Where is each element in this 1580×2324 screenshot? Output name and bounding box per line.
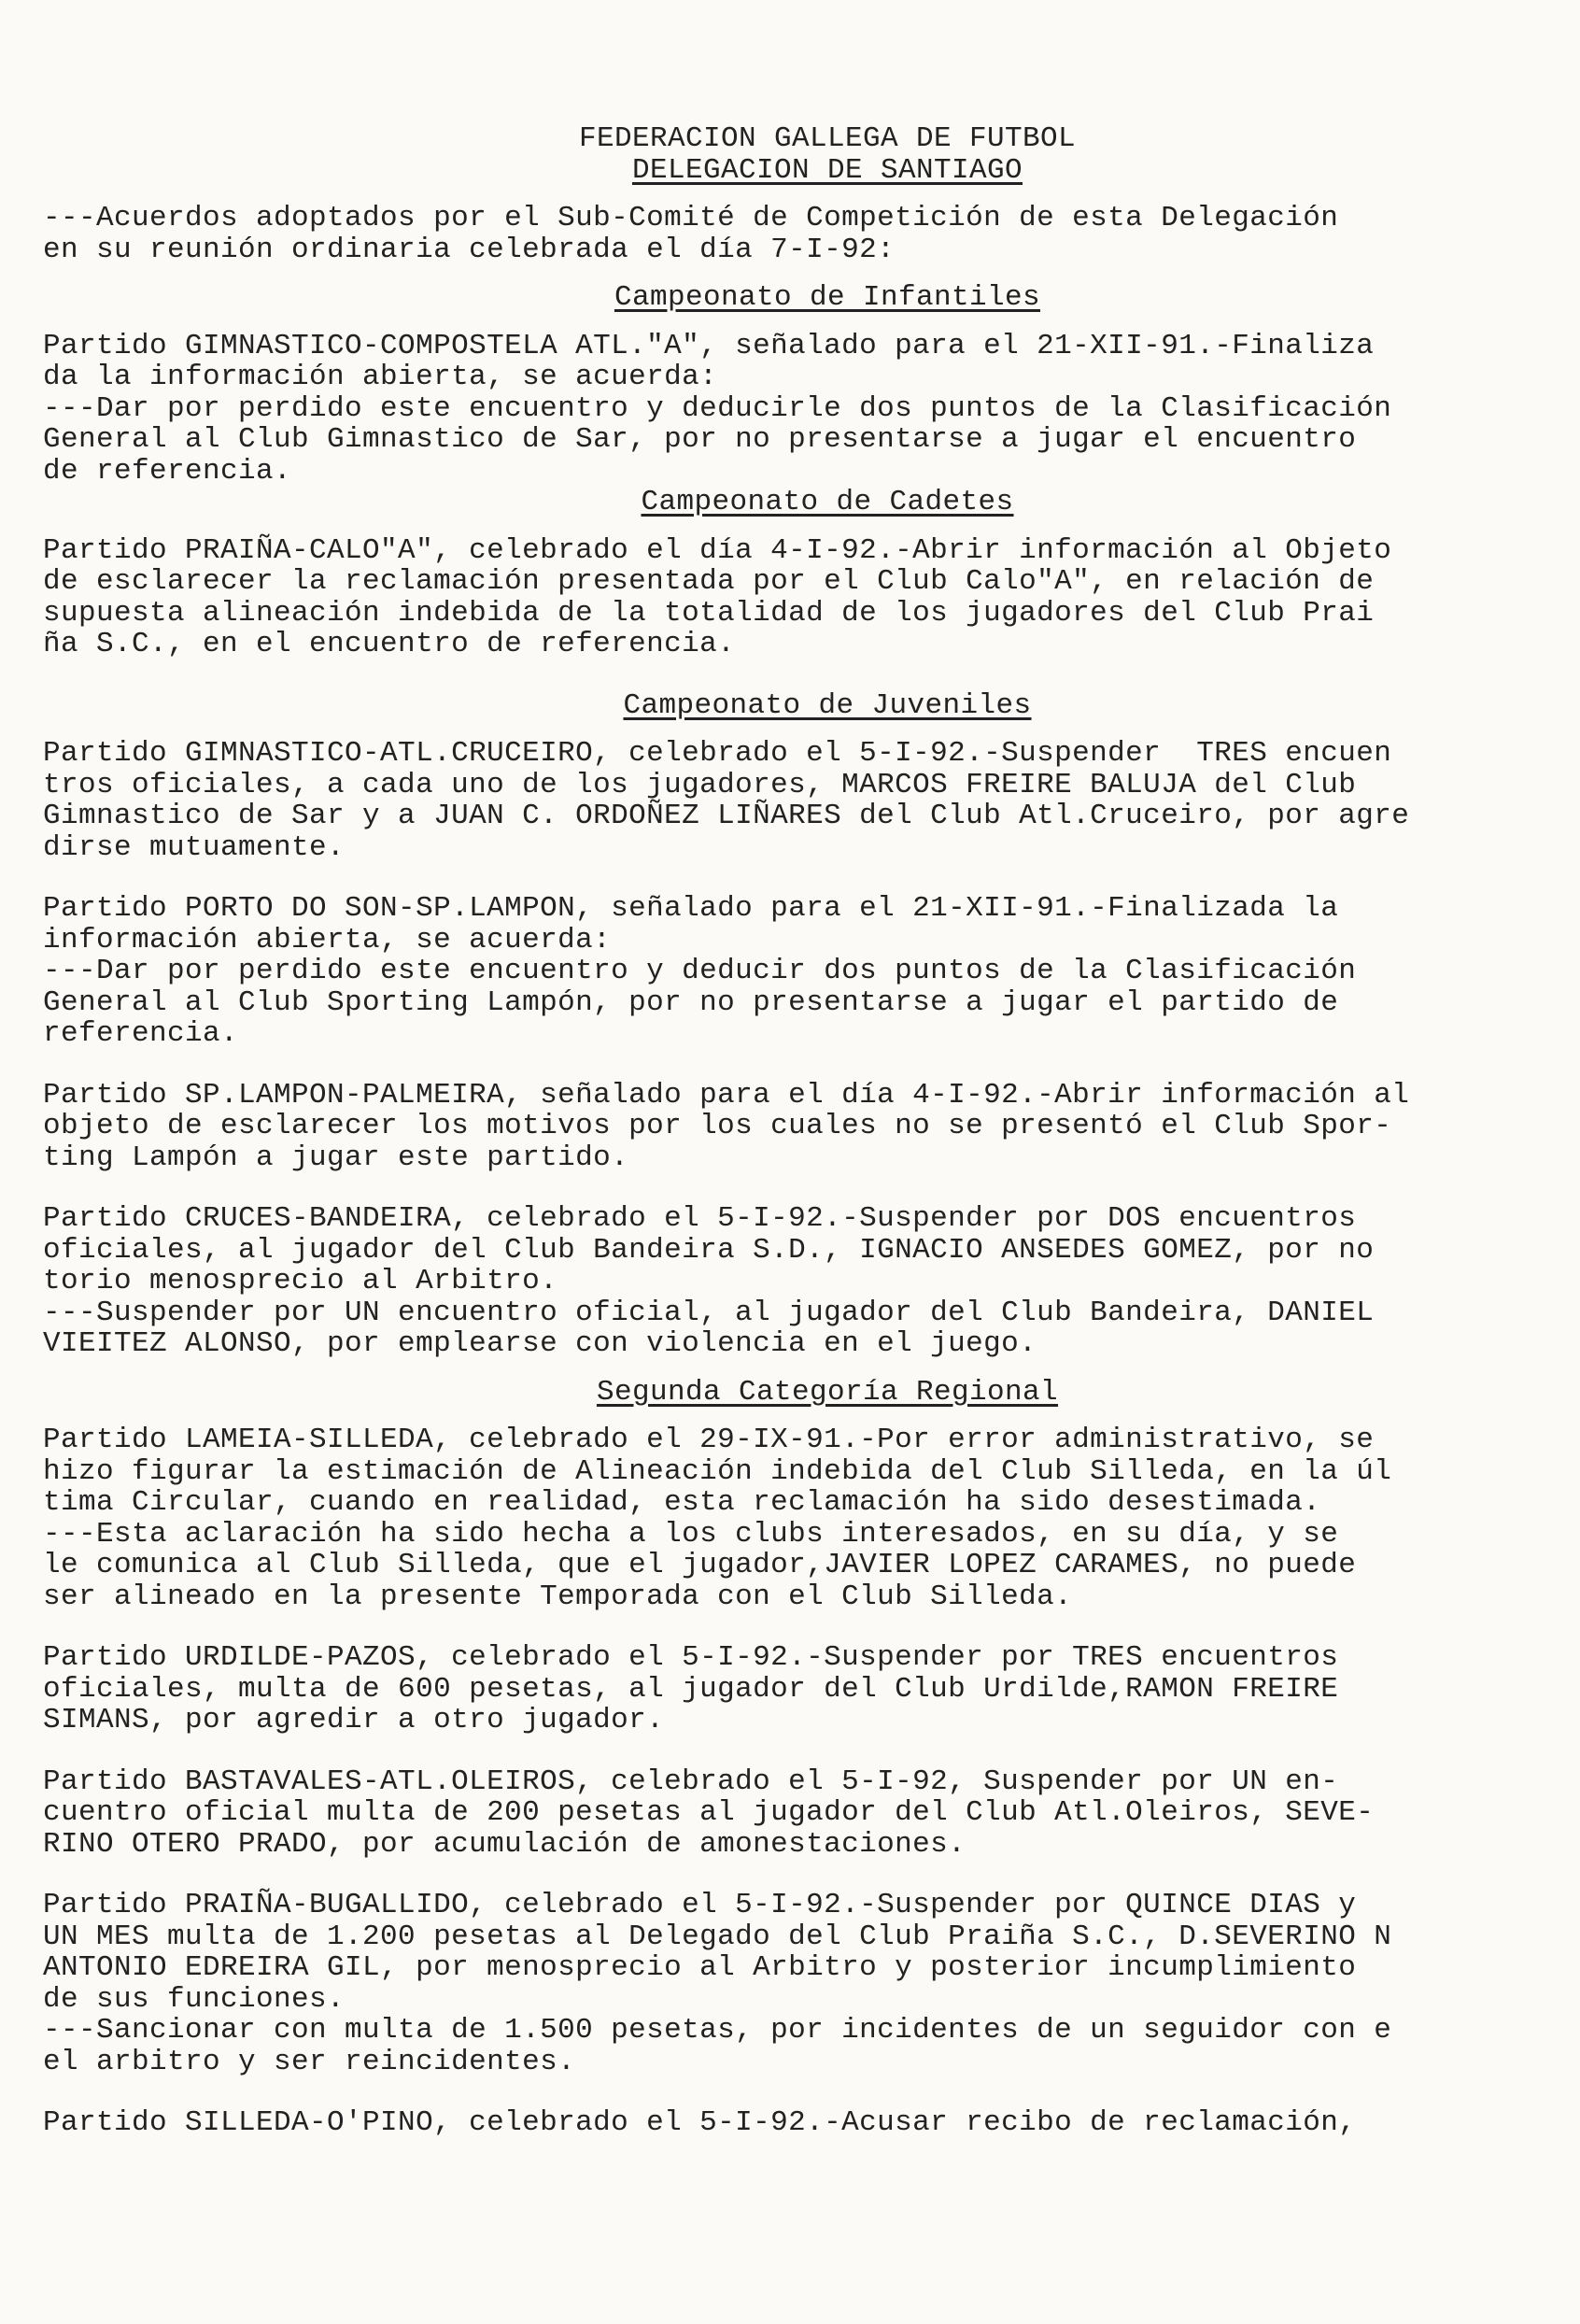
text-line: Partido CRUCES-BANDEIRA, celebrado el 5-I-92.-Suspender por DOS encuentros xyxy=(43,1202,1357,1235)
intro-line: ---Acuerdos adoptados por el Sub-Comité de Competición de esta Delegación xyxy=(43,202,1339,234)
text-line: ting Lampón a jugar este partido. xyxy=(43,1141,629,1174)
section-heading-juveniles: Campeonato de Juveniles xyxy=(623,688,1032,722)
paragraph-regional-4 xyxy=(43,1890,1500,2077)
text-line: tros oficiales, a cada uno de los jugadores, MARCOS FREIRE BALUJA del Club xyxy=(43,768,1357,801)
federation-title: FEDERACION GALLEGA DE FUTBOL xyxy=(578,122,1077,155)
intro-paragraph xyxy=(43,203,1500,265)
text-line: Gimnastico de Sar y a JUAN C. ORDOÑEZ LIÑARES del Club Atl.Cruceiro, por agre xyxy=(43,800,1410,832)
text-line: Partido BASTAVALES-ATL.OLEIROS, celebrado el 5-I-92, Suspender por UN en- xyxy=(43,1764,1339,1798)
text-line: RINO OTERO PRADO, por acumulación de amonestaciones. xyxy=(43,1827,966,1861)
paragraph-regional-5 xyxy=(43,2107,1500,2139)
text-line: ---Dar por perdido este encuentro y deducir dos puntos de la Clasificación xyxy=(43,955,1357,987)
text-line: Partido URDILDE-PAZOS, celebrado el 5-I-92.-Suspender por TRES encuentros xyxy=(43,1641,1339,1674)
section-heading-infantiles: Campeonato de Infantiles xyxy=(614,281,1041,314)
text-line: información abierta, se acuerda: xyxy=(43,923,612,957)
text-line: da la información abierta, se acuerda: xyxy=(43,361,718,393)
paragraph-juveniles-4 xyxy=(43,1203,1500,1360)
text-line: UN MES multa de 1.200 pesetas al Delegado del Club Praiña S.C., D.SEVERINO N xyxy=(43,1920,1392,1953)
text-line: Partido PRAIÑA-BUGALLIDO, celebrado el 5-I-92.-Suspender por QUINCE DIAS y xyxy=(43,1889,1357,1921)
text-line: ---Esta aclaración ha sido hecha a los clubs interesados, en su día, y se xyxy=(43,1517,1339,1551)
paragraph-juveniles-1 xyxy=(43,738,1500,863)
text-line: VIEITEZ ALONSO, por emplearse con violencia en el juego. xyxy=(43,1327,1037,1360)
section-heading-cadetes: Campeonato de Cadetes xyxy=(641,486,1014,518)
text-line: cuentro oficial multa de 200 pesetas al jugador del Club Atl.Oleiros, SEVE- xyxy=(43,1796,1375,1829)
delegation-title: DELEGACION DE SANTIAGO xyxy=(631,153,1023,187)
text-line: ---Dar por perdido este encuentro y deducirle dos puntos de la Clasificación xyxy=(43,391,1392,425)
text-line: ---Sancionar con multa de 1.500 pesetas, por incidentes de un seguidor con e xyxy=(43,2014,1392,2047)
text-line: Partido SILLEDA-O'PINO, celebrado el 5-I-92.-Acusar recibo de reclamación, xyxy=(43,2106,1357,2139)
paragraph-cadetes-1 xyxy=(43,535,1500,660)
text-line: objeto de esclarecer los motivos por los cuales no se presentó el Club Spor- xyxy=(43,1110,1392,1142)
text-line: referencia. xyxy=(43,1017,239,1050)
text-line: de sus funciones. xyxy=(43,1982,346,2016)
text-line: General al Club Sporting Lampón, por no presentarse a jugar el partido de xyxy=(43,985,1339,1019)
text-line: General al Club Gimnastico de Sar, por no presentarse a jugar el encuentro xyxy=(43,423,1357,456)
text-line: Partido LAMEIA-SILLEDA, celebrado el 29-IX-91.-Por error administrativo, se xyxy=(43,1424,1375,1456)
text-line: ANTONIO EDREIRA GIL, por menosprecio al Arbitro y posterior incumplimiento xyxy=(43,1951,1357,1984)
text-line: le comunica al Club Silleda, que el jugador,JAVIER LOPEZ CARAMES, no puede xyxy=(43,1549,1357,1581)
text-line: supuesta alineación indebida de la totalidad de los jugadores del Club Prai xyxy=(43,596,1375,630)
paragraph-juveniles-2 xyxy=(43,893,1500,1050)
text-line: tima Circular, cuando en realidad, esta reclamación ha sido desestimada. xyxy=(43,1486,1321,1519)
paragraph-regional-1 xyxy=(43,1424,1500,1612)
text-line: oficiales, al jugador del Club Bandeira S.D., IGNACIO ANSEDES GOMEZ, por no xyxy=(43,1233,1375,1267)
text-line: Partido PORTO DO SON-SP.LAMPON, señalado para el 21-XII-91.-Finalizada la xyxy=(43,892,1339,925)
paragraph-infantiles-1 xyxy=(43,331,1500,488)
text-line: dirse mutuamente. xyxy=(43,830,346,864)
text-line: ---Suspender por UN encuentro oficial, al jugador del Club Bandeira, DANIEL xyxy=(43,1296,1375,1329)
text-line: ña S.C., en el encuentro de referencia. xyxy=(43,628,736,660)
text-line: Partido PRAIÑA-CALO"A", celebrado el día 4-I-92.-Abrir información al Objeto xyxy=(43,533,1392,567)
text-line: SIMANS, por agredir a otro jugador. xyxy=(43,1704,665,1736)
text-line: oficiales, multa de 600 pesetas, al jugador del Club Urdilde,RAMON FREIRE xyxy=(43,1672,1339,1706)
section-heading-regional: Segunda Categoría Regional xyxy=(596,1375,1059,1409)
text-line: Partido GIMNASTICO-COMPOSTELA ATL."A", señalado para el 21-XII-91.-Finaliza xyxy=(43,329,1375,362)
text-line: hizo figurar la estimación de Alineación indebida del Club Silleda, en la úl xyxy=(43,1454,1392,1488)
paragraph-regional-2 xyxy=(43,1642,1500,1736)
text-line: ser alineado en la presente Temporada con el Club Silleda. xyxy=(43,1580,1073,1613)
intro-line: en su reunión ordinaria celebrada el día 7-I-92: xyxy=(43,233,896,266)
text-line: Partido GIMNASTICO-ATL.CRUCEIRO, celebrado el 5-I-92.-Suspender TRES encuen xyxy=(43,737,1392,770)
document-body xyxy=(43,123,1500,2139)
text-line: el arbitro y ser reincidentes. xyxy=(43,2045,576,2078)
text-line: torio menosprecio al Arbitro. xyxy=(43,1265,558,1297)
text-line: Partido SP.LAMPON-PALMEIRA, señalado para el día 4-I-92.-Abrir información al xyxy=(43,1078,1410,1112)
paragraph-juveniles-3 xyxy=(43,1080,1500,1174)
document-header xyxy=(155,123,1500,186)
paragraph-regional-3 xyxy=(43,1766,1500,1861)
text-line: de esclarecer la reclamación presentada por el Club Calo"A", en relación de xyxy=(43,565,1375,598)
text-line: de referencia. xyxy=(43,454,292,488)
